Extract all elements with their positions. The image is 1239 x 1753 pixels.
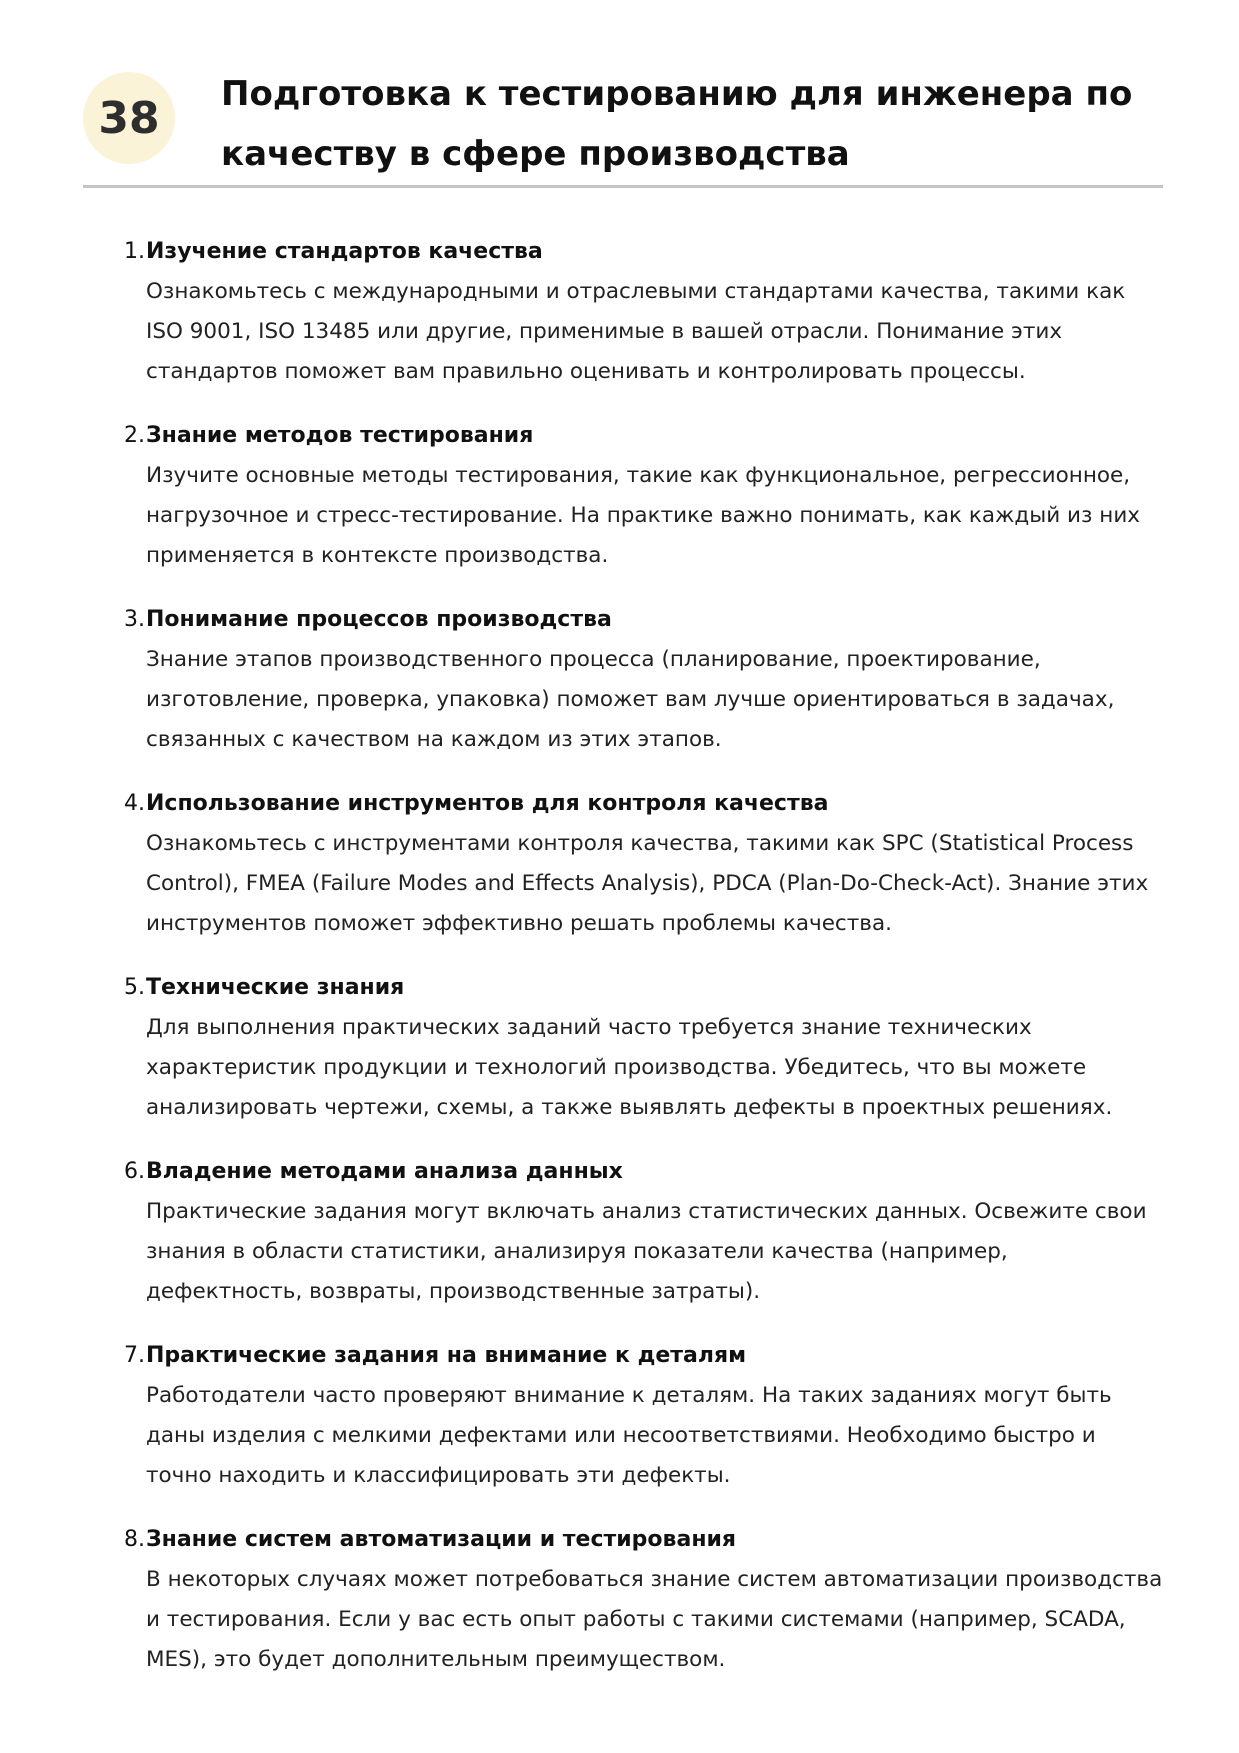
list-item-number: 1. bbox=[124, 239, 145, 264]
list-item-body: Ознакомьтесь с международными и отраслевыми стандартами качества, такими как ISO 9001, ISO 13485 или другие, применимые в вашей отрасли. Понимание этих стандартов поможет вам правильно оценивать и контролировать процессы. bbox=[146, 279, 1126, 384]
page-title: Подготовка к тестированию для инженера по качеству в сфере производства bbox=[221, 74, 1133, 174]
list-item-heading: Технические знания bbox=[146, 975, 405, 1000]
list-item-heading: Знание систем автоматизации и тестирования bbox=[146, 1527, 737, 1552]
list-item-number: 2. bbox=[124, 423, 145, 448]
list-item-number: 7. bbox=[124, 1343, 145, 1368]
list-item-heading: Знание методов тестирования bbox=[146, 423, 534, 448]
list-item bbox=[0, 968, 1239, 1128]
list-item-heading: Владение методами анализа данных bbox=[146, 1159, 623, 1184]
list-item bbox=[0, 600, 1239, 760]
list-item-heading: Практические задания на внимание к деталям bbox=[146, 1343, 747, 1368]
page-header bbox=[83, 60, 1163, 188]
list-item-body: Для выполнения практических заданий часто требуется знание технических характеристик продукции и технологий производства. Убедитесь, что вы можете анализировать чертежи, схемы, а также выявлять дефекты в проектных решениях. bbox=[146, 1015, 1113, 1120]
list-item bbox=[0, 784, 1239, 944]
list-item-number: 6. bbox=[124, 1159, 145, 1184]
numbered-list bbox=[0, 232, 1239, 1704]
list-item-body: Работодатели часто проверяют внимание к деталям. На таких заданиях могут быть даны изделия с мелкими дефектами или несоответствиями. Необходимо быстро и точно находить и классифицировать эти дефекты. bbox=[146, 1383, 1112, 1488]
list-item-body: Ознакомьтесь с инструментами контроля качества, такими как SPC (Statistical Process Control), FMEA (Failure Modes and Effects Analysis), PDCA (Plan-Do-Check-Act). Знание этих инструментов поможет эффективно решать проблемы качества. bbox=[146, 831, 1149, 936]
list-item-number: 4. bbox=[124, 791, 145, 816]
list-item bbox=[0, 1520, 1239, 1680]
list-item bbox=[0, 416, 1239, 576]
list-item bbox=[0, 232, 1239, 392]
list-item-heading: Изучение стандартов качества bbox=[146, 239, 543, 264]
list-item-body: Изучите основные методы тестирования, такие как функциональное, регрессионное, нагрузочное и стресс-тестирование. На практике важно понимать, как каждый из них применяется в контексте производства. bbox=[146, 463, 1141, 568]
list-item-body: В некоторых случаях может потребоваться знание систем автоматизации производства и тестирования. Если у вас есть опыт работы с такими системами (например, SCADA, MES), это будет дополнительным преимуществом. bbox=[146, 1567, 1163, 1672]
list-item bbox=[0, 1152, 1239, 1312]
list-item-heading: Понимание процессов производства bbox=[146, 607, 612, 632]
list-item-number: 5. bbox=[124, 975, 145, 1000]
list-item-number: 8. bbox=[124, 1527, 145, 1552]
list-item bbox=[0, 1336, 1239, 1496]
list-item-number: 3. bbox=[124, 607, 145, 632]
list-item-heading: Использование инструментов для контроля качества bbox=[146, 791, 829, 816]
page-number-badge: 38 bbox=[83, 72, 175, 164]
list-item-body: Знание этапов производственного процесса (планирование, проектирование, изготовление, проверка, упаковка) поможет вам лучше ориентироваться в задачах, связанных с качеством на каждом из этих этапов. bbox=[146, 647, 1115, 752]
list-item-body: Практические задания могут включать анализ статистических данных. Освежите свои знания в области статистики, анализируя показатели качества (например, дефектность, возвраты, производственные затраты). bbox=[146, 1199, 1147, 1304]
